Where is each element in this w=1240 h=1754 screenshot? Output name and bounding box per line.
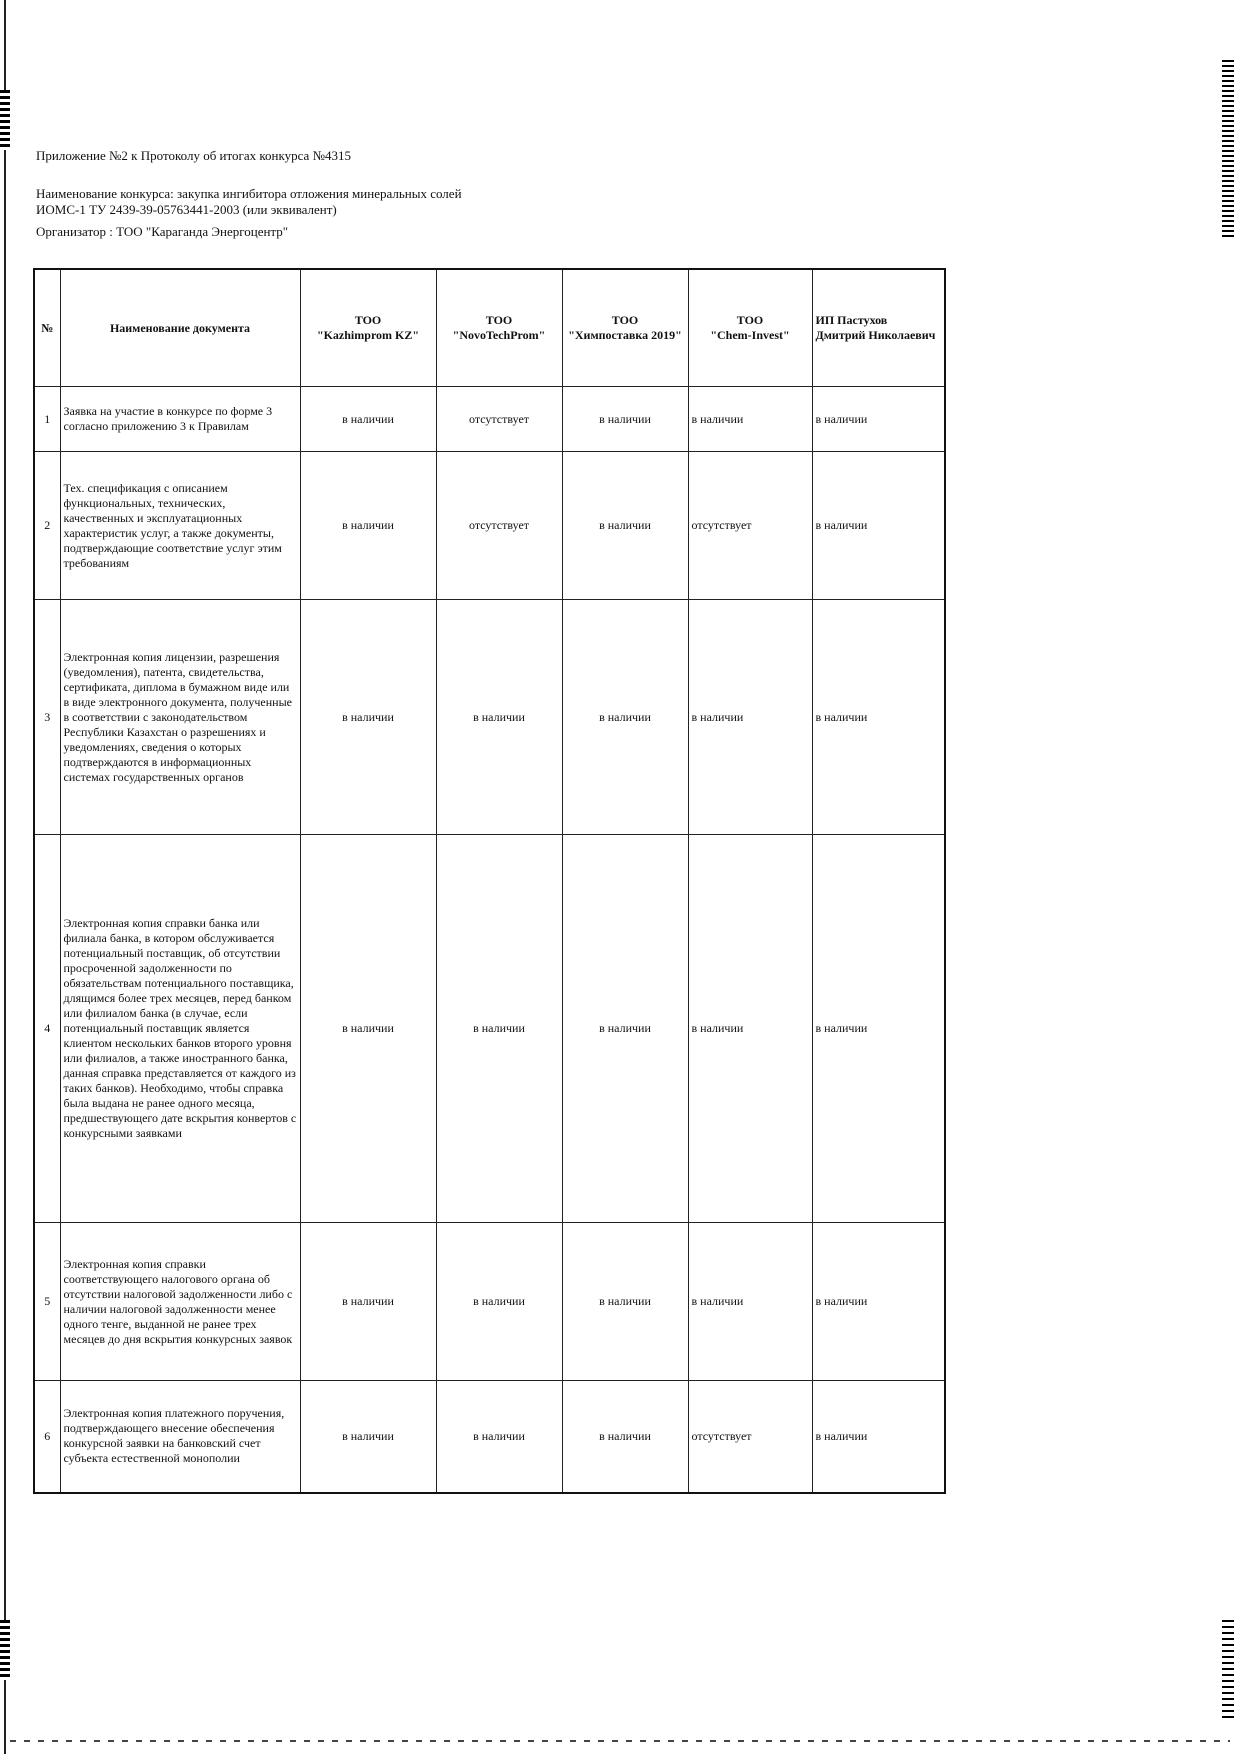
- supplier-type: ТОО: [611, 313, 639, 327]
- scan-bottom-noise: [10, 1740, 1230, 1742]
- organizer: Организатор : ТОО "Караганда Энергоцентр": [36, 224, 289, 239]
- cell-status: в наличии: [436, 1381, 562, 1493]
- contest-name-line1: Наименование конкурса: закупка ингибитора отложения минеральных солей: [36, 186, 462, 201]
- row-document: Заявка на участие в конкурсе по форме 3 согласно приложению 3 к Правилам: [60, 387, 300, 452]
- row-num: 3: [34, 600, 60, 835]
- supplier-name: Дмитрий Николаевич: [815, 328, 936, 342]
- scan-marks-left-lower: [0, 1620, 10, 1680]
- supplier-name: "Chem-Invest": [710, 328, 790, 342]
- supplier-type: ТОО: [354, 313, 382, 327]
- header-num: №: [34, 269, 60, 387]
- table-row: [34, 1223, 945, 1381]
- cell-status: в наличии: [562, 387, 688, 452]
- cell-status: в наличии: [812, 1223, 945, 1381]
- row-num: 4: [34, 835, 60, 1223]
- supplier-type: ИП Пастухов: [815, 313, 888, 327]
- header-document-name: Наименование документа: [60, 269, 300, 387]
- header-supplier-2: [436, 269, 562, 387]
- cell-status: в наличии: [436, 835, 562, 1223]
- cell-status: в наличии: [562, 600, 688, 835]
- table-header-row: [34, 269, 945, 387]
- table-row: [34, 600, 945, 835]
- cell-status: в наличии: [436, 600, 562, 835]
- row-num: 2: [34, 452, 60, 600]
- cell-status: в наличии: [436, 1223, 562, 1381]
- cell-status: отсутствует: [436, 452, 562, 600]
- cell-status: отсутствует: [688, 452, 812, 600]
- supplier-name: "Химпоставка 2019": [568, 328, 682, 342]
- cell-status: в наличии: [688, 1223, 812, 1381]
- cell-status: в наличии: [812, 387, 945, 452]
- table-row: [34, 835, 945, 1223]
- cell-status: в наличии: [688, 600, 812, 835]
- documents-table: [33, 268, 946, 1494]
- cell-status: в наличии: [562, 835, 688, 1223]
- cell-status: в наличии: [300, 452, 436, 600]
- row-document: Электронная копия справки соответствующего налогового органа об отсутствии налоговой задолженности либо с наличии налоговой задолженности менее одного тенге, выданной не ранее трех месяцев до дня вскрытия конкурсных заявок: [60, 1223, 300, 1381]
- cell-status: в наличии: [812, 452, 945, 600]
- row-num: 1: [34, 387, 60, 452]
- scan-marks-right-lower: [1222, 1620, 1234, 1720]
- cell-status: в наличии: [688, 835, 812, 1223]
- appendix-title: Приложение №2 к Протоколу об итогах конкурса №4315: [36, 148, 351, 163]
- cell-status: в наличии: [812, 600, 945, 835]
- cell-status: отсутствует: [688, 1381, 812, 1493]
- cell-status: в наличии: [812, 835, 945, 1223]
- cell-status: в наличии: [300, 600, 436, 835]
- row-document: Электронная копия платежного поручения, подтверждающего внесение обеспечения конкурсной заявки на банковский счет субъекта естественной монополии: [60, 1381, 300, 1493]
- scan-marks-right: [1222, 60, 1234, 240]
- row-num: 6: [34, 1381, 60, 1493]
- cell-status: отсутствует: [436, 387, 562, 452]
- supplier-name: "Kazhimprom KZ": [316, 328, 420, 342]
- header-supplier-3: [562, 269, 688, 387]
- row-document: Тех. спецификация с описанием функциональных, технических, качественных и эксплуатационных характеристик услуг, а также документы, подтверждающие соответствие услуг этим требованиям: [60, 452, 300, 600]
- supplier-type: ТОО: [485, 313, 513, 327]
- cell-status: в наличии: [562, 1381, 688, 1493]
- scan-marks-left: [0, 90, 10, 150]
- header-supplier-4: [688, 269, 812, 387]
- cell-status: в наличии: [300, 835, 436, 1223]
- table-row: [34, 452, 945, 600]
- cell-status: в наличии: [562, 452, 688, 600]
- cell-status: в наличии: [300, 387, 436, 452]
- supplier-type: ТОО: [736, 313, 764, 327]
- cell-status: в наличии: [300, 1223, 436, 1381]
- row-num: 5: [34, 1223, 60, 1381]
- cell-status: в наличии: [812, 1381, 945, 1493]
- header-supplier-1: [300, 269, 436, 387]
- row-document: Электронная копия лицензии, разрешения (уведомления), патента, свидетельства, сертификата, диплома в бумажном виде или в виде электронного документа, полученные в соответствии с законодательством Республики Казахстан о разрешениях и уведомлениях, сведения о которых подтверждаются в информационных системах государственных органов: [60, 600, 300, 835]
- document-header: [36, 148, 936, 240]
- contest-name-line2: ИОМС-1 ТУ 2439-39-05763441-2003 (или эквивалент): [36, 202, 337, 217]
- cell-status: в наличии: [300, 1381, 436, 1493]
- cell-status: в наличии: [562, 1223, 688, 1381]
- table-row: [34, 1381, 945, 1493]
- table-row: [34, 387, 945, 452]
- scan-edge-left: [4, 0, 6, 1754]
- supplier-name: "NovoTechProm": [452, 328, 546, 342]
- header-supplier-5: [812, 269, 945, 387]
- row-document: Электронная копия справки банка или филиала банка, в котором обслуживается потенциальный поставщик, об отсутствии просроченной задолженности по обязательствам потенциального поставщика, длящимся более трех месяцев, перед банком или филиалом банка (в случае, если потенциальный поставщик является клиентом нескольких банков второго уровня или филиалов, а также иностранного банка, данная справка представляется от каждого из таких банков). Необходимо, чтобы справка была выдана не ранее одного месяца, предшествующего дате вскрытия конвертов с конкурсными заявками: [60, 835, 300, 1223]
- cell-status: в наличии: [688, 387, 812, 452]
